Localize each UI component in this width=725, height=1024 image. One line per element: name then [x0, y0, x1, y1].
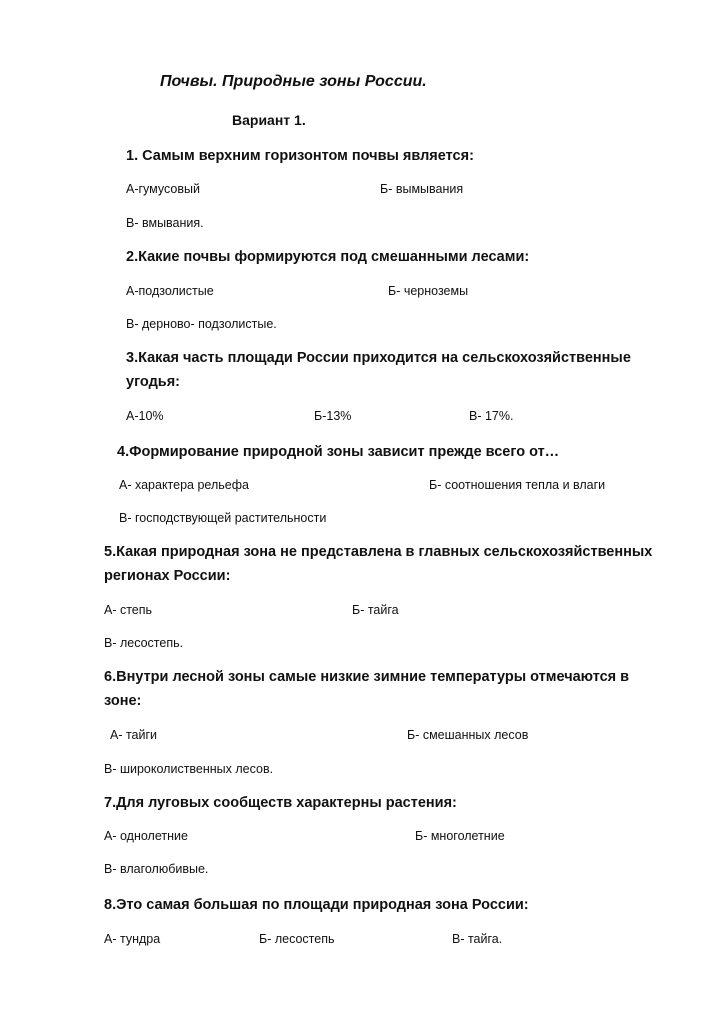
answer-1b: Б- вымывания — [380, 182, 464, 196]
question-6-line2: зоне: — [104, 693, 142, 709]
answer-1a: А-гумусовый — [126, 182, 200, 196]
answer-3a: А-10% — [126, 409, 164, 423]
answer-6a: А- тайги — [110, 728, 158, 742]
answer-5a: А- степь — [104, 603, 153, 617]
answer-6c: В- широколиственных лесов. — [104, 762, 274, 776]
answer-8c: В- тайга. — [452, 932, 503, 946]
question-5-line2: регионах России: — [104, 568, 231, 584]
question-4: 4.Формирование природной зоны зависит прежде всего от… — [117, 444, 560, 460]
answer-5c: В- лесостепь. — [104, 636, 184, 650]
answer-3c: В- 17%. — [469, 409, 514, 423]
answer-7b: Б- многолетние — [415, 829, 505, 843]
question-5-line1: 5.Какая природная зона не представлена в главных сельскохозяйственных — [104, 544, 653, 560]
answer-4a: А- характера рельефа — [119, 478, 249, 492]
answer-7c: В- влаголюбивые. — [104, 862, 209, 876]
variant-label: Вариант 1. — [232, 112, 306, 128]
page-title: Почвы. Природные зоны России. — [160, 73, 427, 90]
answer-4b: Б- соотношения тепла и влаги — [429, 478, 606, 492]
question-2: 2.Какие почвы формируются под смешанными лесами: — [126, 249, 530, 265]
question-6-line1: 6.Внутри лесной зоны самые низкие зимние температуры отмечаются в — [104, 669, 630, 685]
answer-1c: В- вмывания. — [126, 216, 204, 230]
answer-8b: Б- лесостепь — [259, 932, 335, 946]
question-1: 1. Самым верхним горизонтом почвы является: — [126, 148, 474, 164]
question-8: 8.Это самая большая по площади природная зона России: — [104, 897, 529, 913]
answer-2b: Б- черноземы — [388, 284, 469, 298]
question-7: 7.Для луговых сообществ характерны растения: — [104, 795, 457, 811]
answer-5b: Б- тайга — [352, 603, 399, 617]
answer-8a: А- тундра — [104, 932, 161, 946]
answer-6b: Б- смешанных лесов — [407, 728, 529, 742]
answer-3b: Б-13% — [314, 409, 352, 423]
answer-2a: А-подзолистые — [126, 284, 214, 298]
question-3-line1: 3.Какая часть площади России приходится на сельскохозяйственные — [126, 350, 631, 366]
answer-2c: В- дерново- подзолистые. — [126, 317, 277, 331]
question-3-line2: угодья: — [126, 374, 180, 390]
answer-4c: В- господствующей растительности — [119, 511, 327, 525]
answer-7a: А- однолетние — [104, 829, 188, 843]
